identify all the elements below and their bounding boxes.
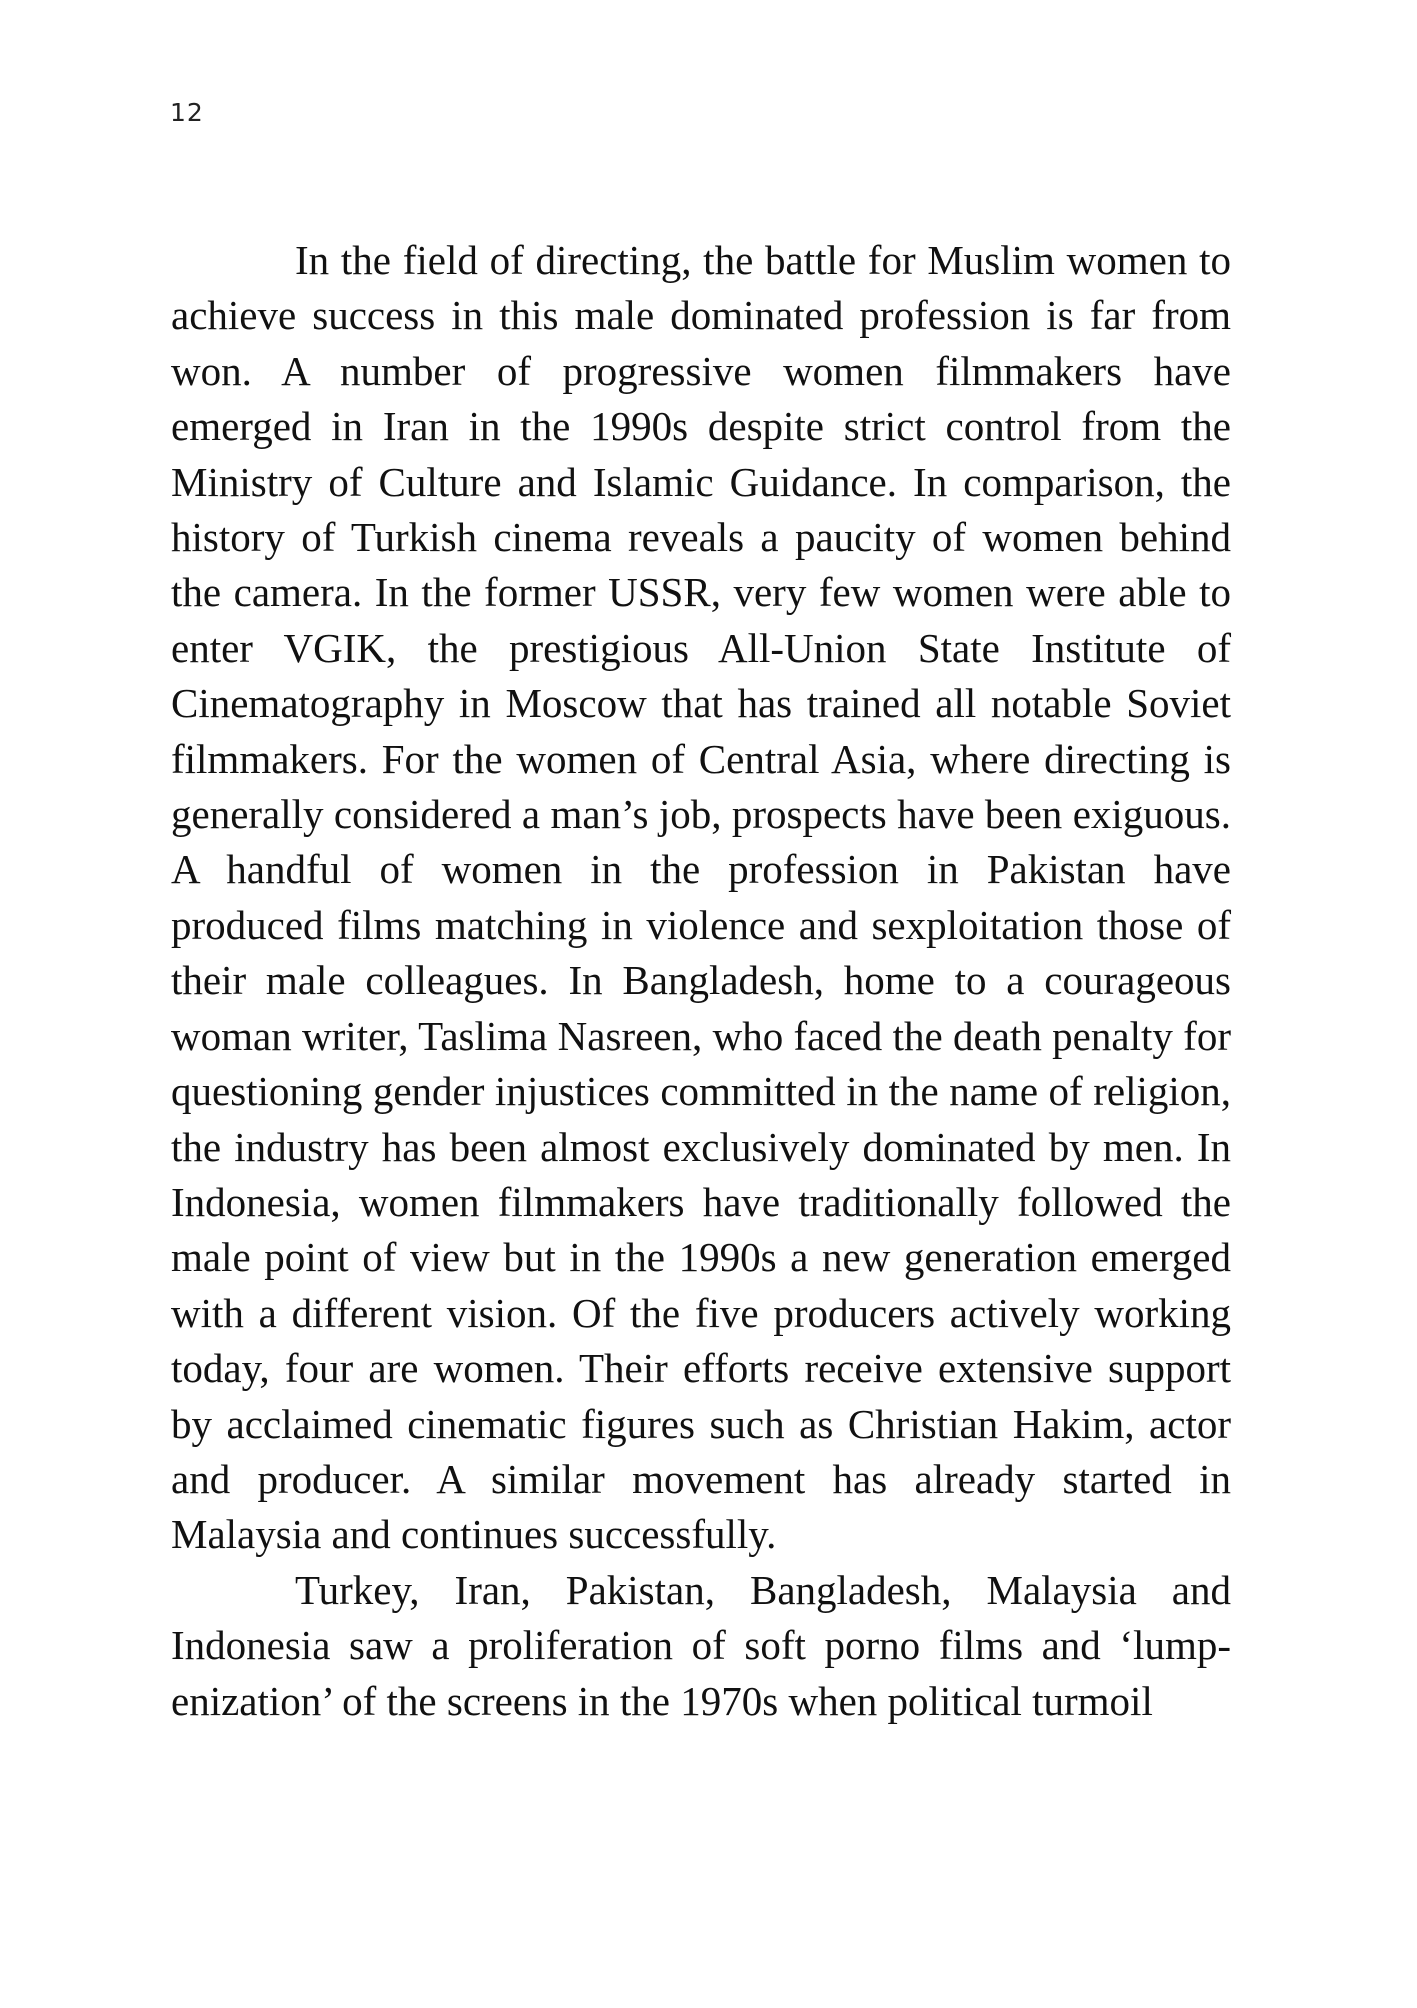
page-number: 12	[170, 98, 204, 127]
paragraph-directing: In the field of directing, the battle for Muslim women to achieve success in this male dominated profession is far from won. A number of progressive women filmmakers have emerged in Iran in the 1990s despite strict control from the Ministry of Culture and Islamic Guidance. In comparison, the history of Turkish cinema reveals a paucity of women behind the camera. In the former USSR, very few women were able to enter VGIK, the prestigious All-Union State Institute of Cinematography in Moscow that has trained all notable Soviet filmmakers. For the women of Central Asia, where directing is generally considered a man’s job, prospects have been exiguous. A handful of women in the profession in Pakistan have produced films matching in violence and sexploitation those of their male colleagues. In Bangladesh, home to a courageous woman writer, Taslima Nasreen, who faced the death penalty for questioning gender injustices committed in the name of religion, the industry has been almost exclusively dominated by men. In Indonesia, women filmmakers have traditionally followed the male point of view but in the 1990s a new generation emerged with a different vision. Of the five producers actively working today, four are women. Their efforts receive extensive support by acclaimed cinematic figures such as Christian Hakim, actor and producer. A similar movement has already started in Malaysia and continues successfully.	[171, 237, 1231, 1558]
body-text	[171, 233, 1231, 1729]
paragraph-proliferation: Turkey, Iran, Pakistan, Bangladesh, Malaysia and Indonesia saw a proliferation of soft porno films and ‘lump-enization’ of the screens in the 1970s when political turmoil	[171, 1566, 1231, 1724]
